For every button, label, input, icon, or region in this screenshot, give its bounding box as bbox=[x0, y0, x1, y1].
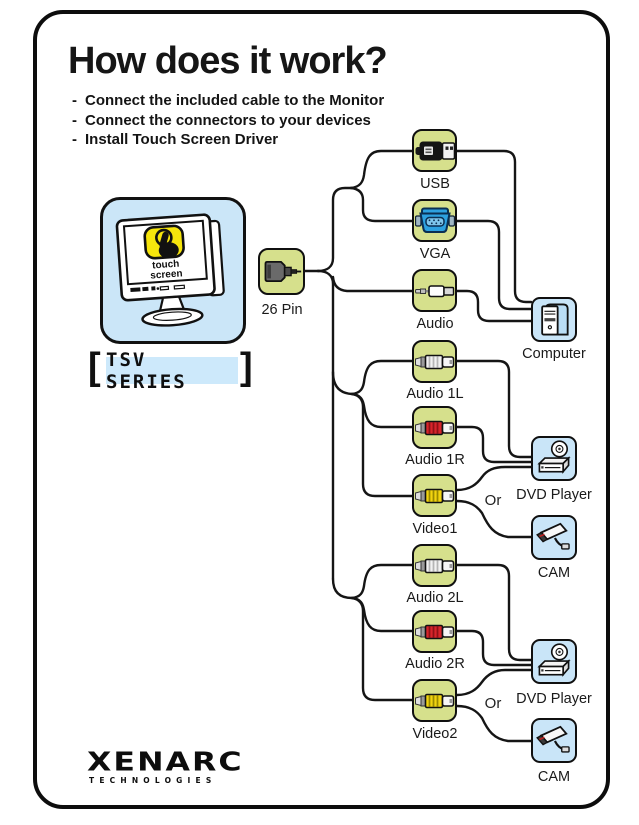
dvd-player-icon bbox=[533, 438, 575, 479]
video1-branch-path bbox=[352, 394, 412, 496]
page-title: How does it work? bbox=[68, 40, 387, 82]
trunk-up-path bbox=[318, 188, 351, 271]
connector-label-audio-2l: Audio 2L bbox=[406, 590, 464, 606]
rca-white-icon bbox=[415, 556, 455, 576]
device-label-cam-2: CAM bbox=[537, 769, 571, 785]
connector-node-audio-1l bbox=[412, 340, 457, 383]
tsv-bracket-left: [ bbox=[88, 346, 101, 388]
instructions-list bbox=[72, 91, 384, 150]
device-node-computer bbox=[531, 297, 577, 342]
connector-node-audio-2l bbox=[412, 544, 457, 587]
connector-node-usb bbox=[412, 129, 457, 172]
device-label-computer: Computer bbox=[522, 346, 586, 362]
bullet-dash: - bbox=[72, 92, 77, 109]
connector-node-audio bbox=[412, 269, 457, 312]
bottom-junction-path bbox=[333, 579, 352, 598]
instruction-text: Connect the connectors to your devices bbox=[85, 111, 371, 129]
connector-label-audio: Audio bbox=[416, 316, 454, 332]
connector-label-audio-1l: Audio 1L bbox=[406, 386, 464, 402]
cam-icon bbox=[533, 720, 575, 761]
cam-icon bbox=[533, 517, 575, 558]
rca-yellow-icon bbox=[415, 486, 455, 506]
or-label-2: Or bbox=[484, 695, 502, 712]
connector-label-audio-1r: Audio 1R bbox=[405, 452, 465, 468]
monitor-panel bbox=[100, 197, 246, 344]
device-label-dvd-player-2: DVD Player bbox=[516, 691, 592, 707]
vga-branch-path bbox=[351, 188, 412, 221]
brand-logo bbox=[85, 746, 265, 793]
connector-label-usb: USB bbox=[420, 176, 450, 192]
touchscreen-monitor-illustration bbox=[103, 200, 243, 341]
video2-branch-path bbox=[352, 598, 412, 700]
connector-label-audio-2r: Audio 2R bbox=[405, 656, 465, 672]
device-node-dvd-player-2 bbox=[531, 639, 577, 684]
tsv-bracket-right: ] bbox=[240, 346, 253, 388]
device-label-dvd-player-1: DVD Player bbox=[516, 487, 592, 503]
26pin-connector-icon bbox=[260, 249, 303, 294]
rca-red-icon bbox=[415, 418, 455, 438]
vga-connector-icon bbox=[415, 205, 455, 237]
bullet-dash: - bbox=[72, 111, 77, 129]
vga-computer-path bbox=[457, 221, 531, 309]
audio1l-dvd1-path bbox=[457, 361, 531, 457]
device-node-cam-1 bbox=[531, 515, 577, 560]
computer-icon bbox=[533, 299, 575, 340]
usb-computer-path bbox=[457, 151, 531, 302]
connector-node-audio-1r bbox=[412, 406, 457, 449]
rca-white-icon bbox=[415, 352, 455, 372]
tsv-series-label: TSV SERIES bbox=[106, 348, 187, 393]
dvd-player-icon bbox=[533, 641, 575, 682]
connector-label-video1: Video1 bbox=[412, 521, 458, 537]
cable-26pin-node bbox=[258, 248, 305, 295]
device-node-cam-2 bbox=[531, 718, 577, 763]
rca-yellow-icon bbox=[415, 691, 455, 711]
connector-node-video1 bbox=[412, 474, 457, 517]
instruction-item bbox=[72, 130, 384, 150]
or-label-1: Or bbox=[484, 492, 502, 509]
connector-node-audio-2r bbox=[412, 610, 457, 653]
connector-node-video2 bbox=[412, 679, 457, 722]
device-label-cam-1: CAM bbox=[537, 565, 571, 581]
device-node-dvd-player-1 bbox=[531, 436, 577, 481]
bullet-dash: - bbox=[72, 131, 77, 148]
instruction-text: Install Touch Screen Driver bbox=[85, 131, 279, 148]
touch-label-line2: screen bbox=[150, 268, 183, 282]
brand-sub: TECHNOLOGIES bbox=[89, 776, 217, 785]
audio-branch-path bbox=[333, 277, 412, 291]
mid-junction-path bbox=[333, 372, 352, 394]
instruction-text: Connect the included cable to the Monitor bbox=[85, 92, 385, 109]
instruction-item bbox=[72, 91, 384, 111]
tsv-series-badge bbox=[106, 348, 238, 393]
rca-red-icon bbox=[415, 622, 455, 642]
touch-label-line1: touch bbox=[151, 258, 180, 272]
usb-connector-icon bbox=[415, 138, 455, 164]
connector-label-video2: Video2 bbox=[412, 726, 458, 742]
instruction-item bbox=[72, 111, 384, 131]
cable-26pin-label: 26 Pin bbox=[261, 302, 303, 318]
brand-name: XENARC bbox=[87, 746, 244, 777]
connector-node-vga bbox=[412, 199, 457, 242]
audio-jack-icon bbox=[415, 280, 455, 302]
monitor-stand-base bbox=[142, 307, 203, 327]
connector-label-vga: VGA bbox=[419, 246, 451, 262]
